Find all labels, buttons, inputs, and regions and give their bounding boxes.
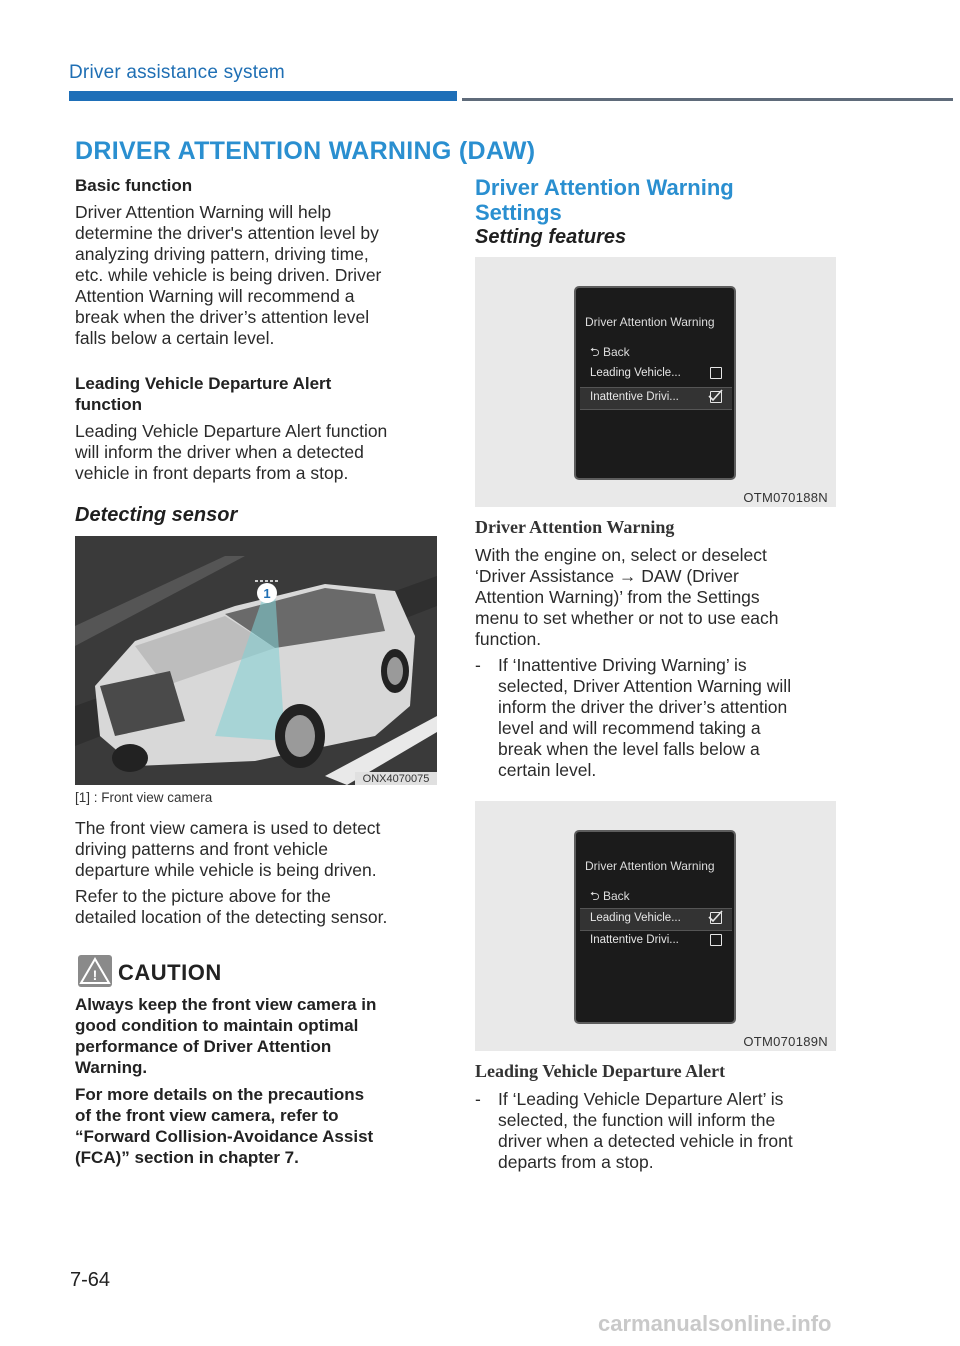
detect-text-2: Refer to the picture above for the detailed location of the detecting sensor. — [75, 886, 388, 927]
checkbox-icon — [710, 367, 722, 379]
lvda-heading: Leading Vehicle Departure Alert — [475, 1061, 726, 1081]
screen-title: Driver Attention Warning — [585, 859, 715, 873]
checkbox-icon — [710, 934, 722, 946]
menu-item-inattentive-driving[interactable]: Inattentive Drivi... — [580, 387, 732, 410]
screen-title: Driver Attention Warning — [585, 315, 715, 329]
setting-features-heading: Setting features — [475, 226, 627, 248]
menu-item-leading-vehicle[interactable]: Leading Vehicle... — [580, 908, 732, 931]
watermark: carmanualsonline.info — [598, 1311, 832, 1336]
settings-screen-1 — [574, 286, 736, 480]
svg-text:!: ! — [92, 967, 98, 983]
caution-text-2: For more details on the precautions of the front view camera, refer to “Forward Collision-Avoidance Assist (FCA)” section in chapter 7. — [75, 1085, 374, 1167]
page-number: 7-64 — [70, 1269, 111, 1291]
settings-heading: Driver Attention Warning Settings — [475, 175, 734, 225]
menu-item-inattentive-driving[interactable]: Inattentive Drivi... — [580, 931, 732, 952]
photo-caption: [1] : Front view camera — [75, 790, 213, 805]
detecting-sensor-heading: Detecting sensor — [75, 504, 238, 526]
basic-function-text: Driver Attention Warning will help determine the driver's attention level by analyzing driving pattern, driving time, etc. while vehicle is being driven. Driver Attention Warning will recommend a break when the driver’s attention level falls below a certain level. — [75, 202, 382, 348]
back-button[interactable]: ⮌ Back — [590, 345, 630, 359]
back-button[interactable]: ⮌ Back — [590, 889, 630, 903]
camera-marker: 1 — [263, 586, 271, 601]
caution-text-1: Always keep the front view camera in good condition to maintain optimal performance of Driver Attention Warning. — [75, 995, 377, 1077]
settings-screen-figure-1 — [475, 257, 836, 507]
lvda-bullet: - If ‘Leading Vehicle Departure Alert’ is selected, the function will inform the driver when a detected vehicle in front departs from a stop. — [475, 1089, 793, 1172]
photo-code: ONX4070075 — [362, 773, 430, 785]
daw-heading: Driver Attention Warning — [475, 517, 675, 537]
figure-code: OTM070189N — [743, 1034, 828, 1049]
caution-title: CAUTION — [118, 960, 222, 985]
warning-icon — [78, 955, 112, 987]
basic-function-heading: Basic function — [75, 176, 193, 195]
settings-screen-2 — [574, 830, 736, 1024]
section-title: DRIVER ATTENTION WARNING (DAW) — [75, 137, 536, 165]
header-bar — [69, 91, 457, 101]
daw-bullet: - If ‘Inattentive Driving Warning’ is selected, Driver Attention Warning will inform the driver the driver’s attention level and will recommend taking a break when the level falls below a certain level. — [475, 655, 792, 780]
header-title: Driver assistance system — [69, 62, 285, 83]
header-rule — [462, 98, 953, 101]
lvda-function-heading: Leading Vehicle Departure Alert function — [75, 374, 332, 414]
lvda-function-text: Leading Vehicle Departure Alert function will inform the driver when a detected vehicle in front departs from a stop. — [75, 421, 388, 483]
front-camera-illustration — [75, 536, 437, 785]
figure-code: OTM070188N — [743, 490, 828, 505]
daw-text: With the engine on, select or deselect ‘Driver Assistance → DAW (Driver Attention Warning)’ from the Settings menu to set whether or not to use each function. — [475, 545, 779, 649]
menu-item-leading-vehicle[interactable]: Leading Vehicle... — [580, 364, 732, 385]
settings-screen-figure-2 — [475, 801, 836, 1051]
detect-text-1: The front view camera is used to detect driving patterns and front vehicle departure while vehicle is being driven. — [75, 818, 381, 880]
